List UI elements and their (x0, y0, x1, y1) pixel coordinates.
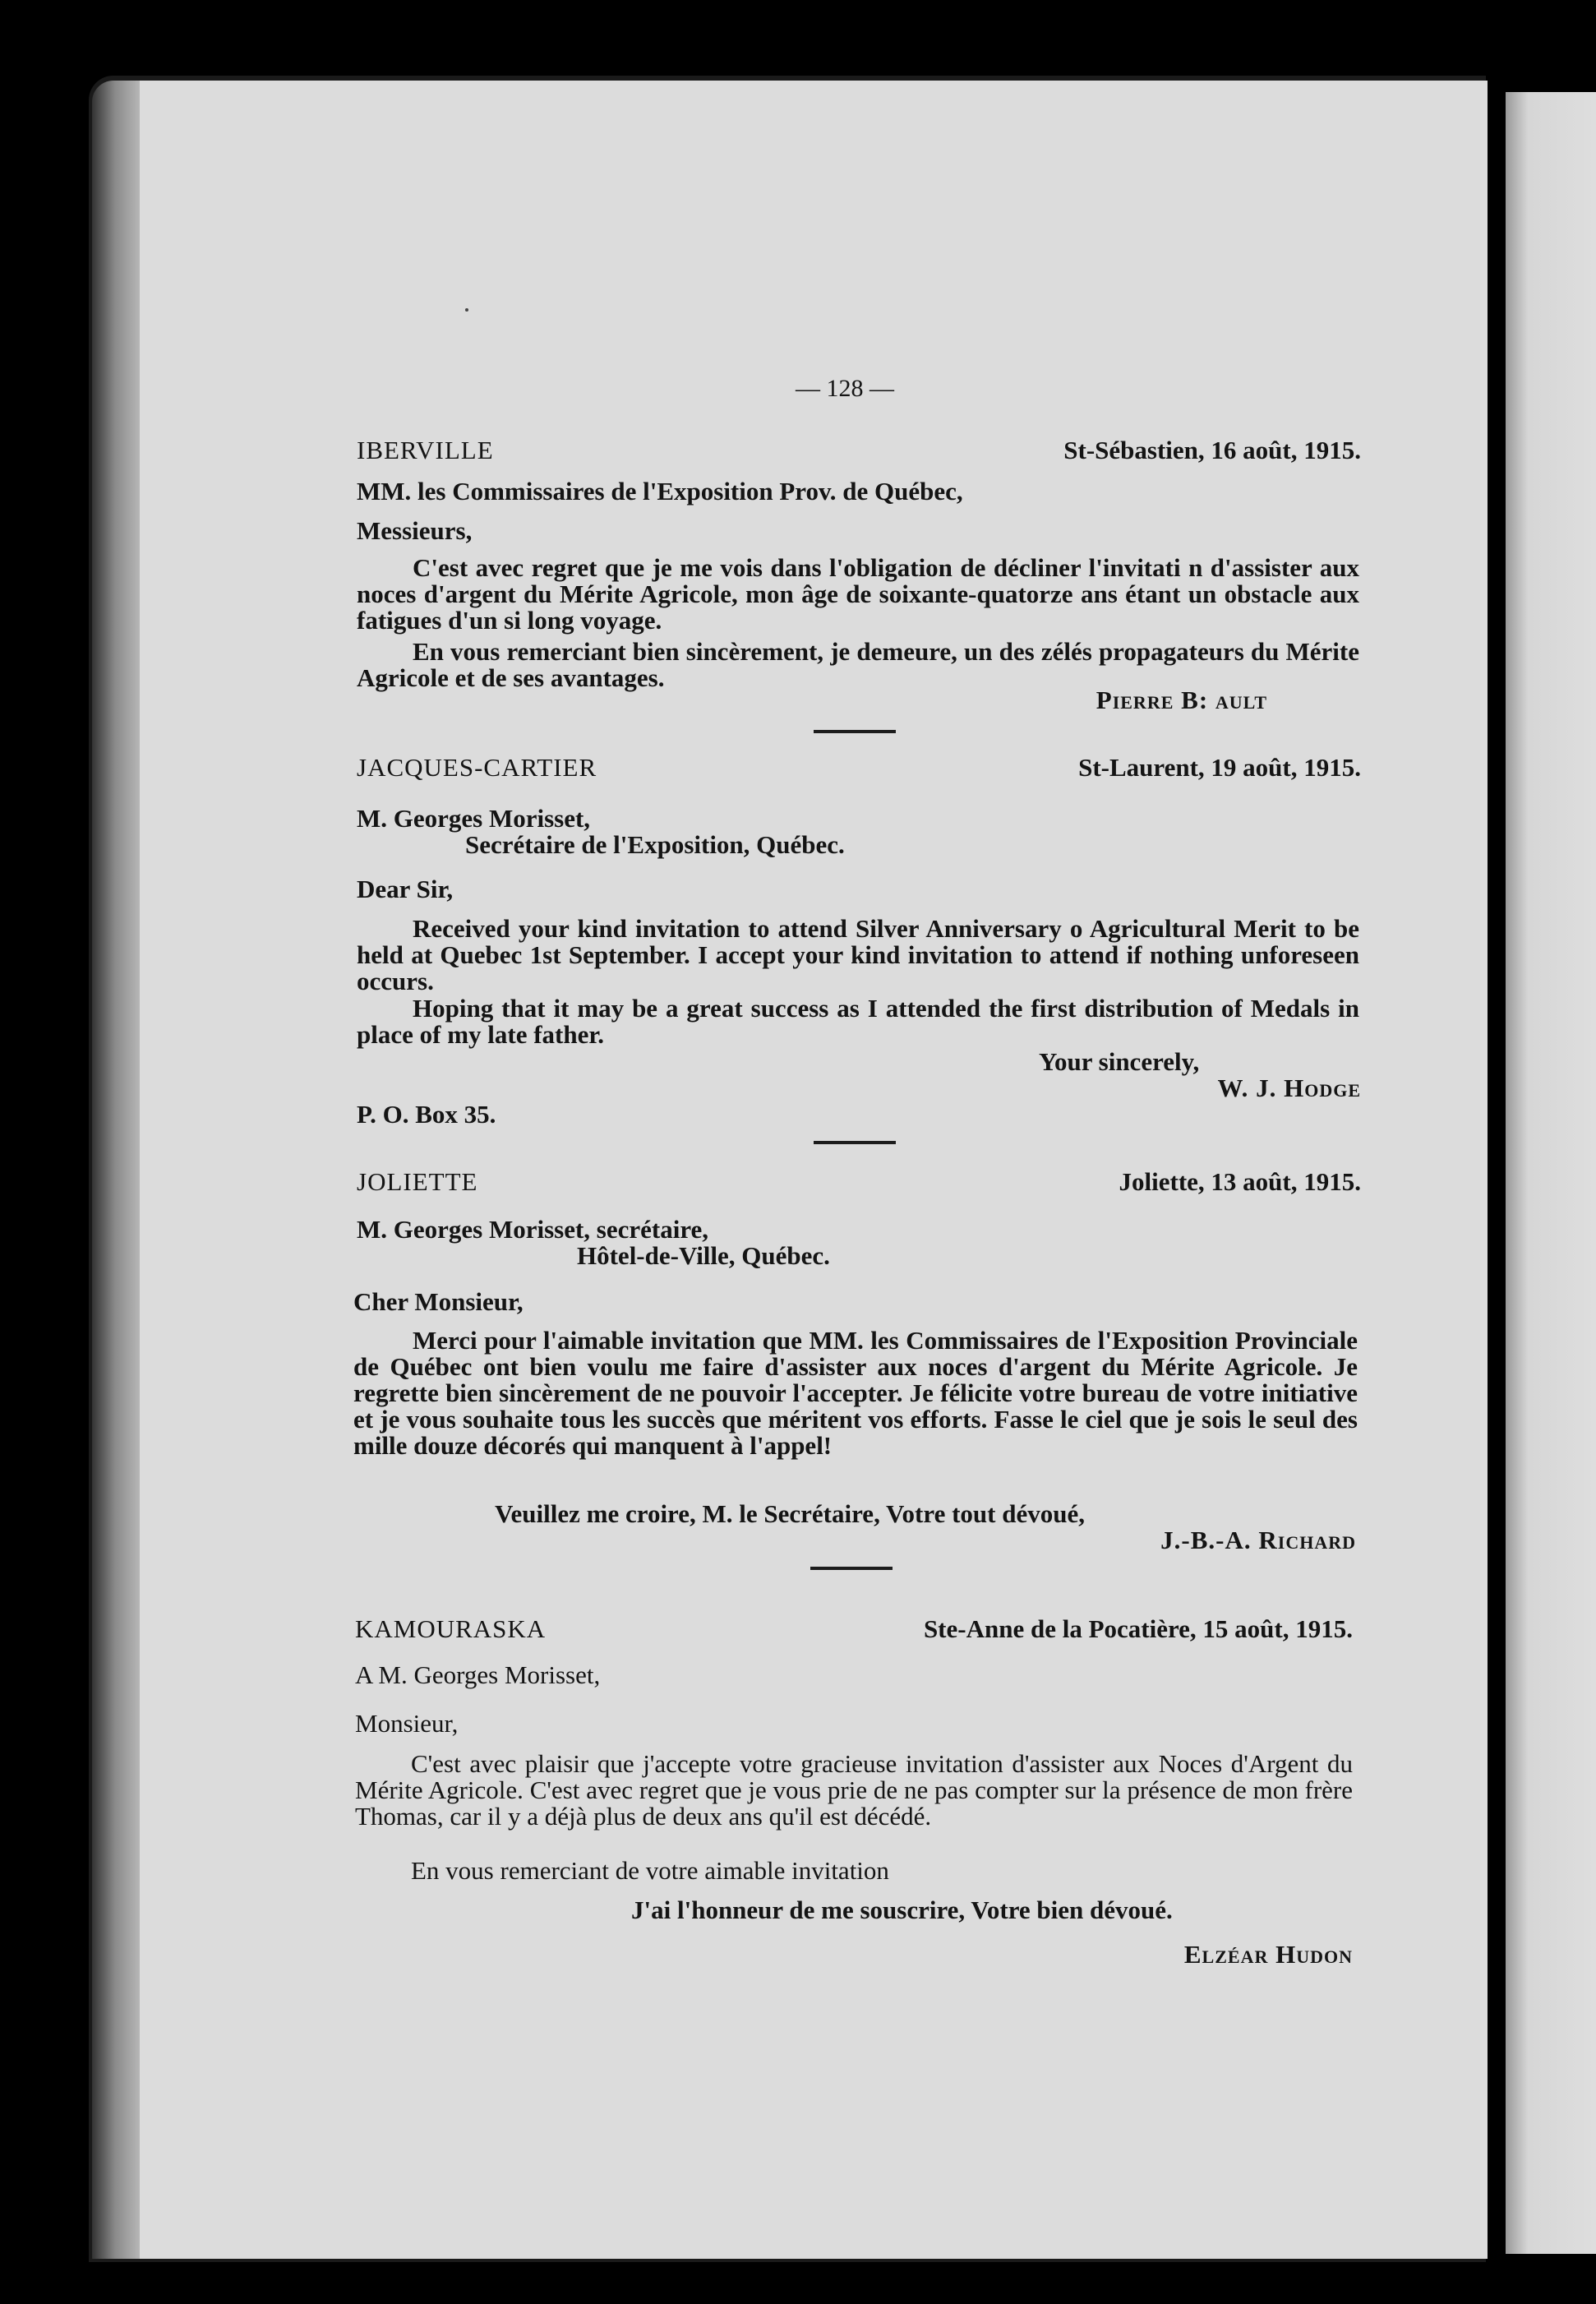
next-page-edge (1506, 92, 1596, 2254)
closing: J'ai l'honneur de me souscrire, Votre bien dévoué. (631, 1895, 1173, 1924)
postscript: P. O. Box 35. (357, 1100, 496, 1129)
place-date: St-Sébastien, 16 août, 1915. (1063, 436, 1361, 464)
letter-paragraph: Hoping that it may be a great success as I attended the first distribution of Medals in place of my late father. (357, 994, 1359, 1049)
signature: Pierre B: ault (1096, 686, 1267, 714)
letter-paragraph: Received your kind invitation to attend Silver Anniversary o Agricultural Merit to be held at Quebec 1st September. I accept your kind invitation to attend if nothing unforeseen occurs. (357, 914, 1359, 995)
page-gutter (1488, 81, 1506, 2259)
salutation: Monsieur, (355, 1709, 459, 1738)
speck (465, 308, 468, 312)
place-date: Ste-Anne de la Pocatière, 15 août, 1915. (923, 1614, 1353, 1643)
county-heading: JOLIETTE (357, 1167, 478, 1196)
signature: Elzéar Hudon (1183, 1940, 1353, 1969)
signature: W. J. Hodge (1217, 1074, 1361, 1102)
county-heading: KAMOURASKA (355, 1614, 547, 1643)
county-heading: IBERVILLE (357, 436, 494, 464)
book-spine (92, 81, 143, 2259)
letter-paragraph: En vous remerciant bien sincèrement, je demeure, un des zélés propagateurs du Mérite Agricole et de ses avantages. (357, 637, 1359, 692)
section-divider (814, 730, 896, 733)
section-divider (810, 1567, 893, 1570)
closing: Veuillez me croire, M. le Secrétaire, Votre tout dévoué, (495, 1499, 1085, 1528)
salutation: Cher Monsieur, (353, 1287, 524, 1316)
addressee: A M. Georges Morisset, (355, 1660, 601, 1689)
salutation: Messieurs, (357, 516, 473, 545)
letter-paragraph: C'est avec regret que je me vois dans l'obligation de décliner l'invitati ⁠n d'assister aux noces d'argent du Mérite Agricole, mon âge de soixante-quatorze ans étant un obstacle aux fatigues d'un si long voyage. (357, 553, 1359, 635)
closing: Your sincerely, (1039, 1047, 1200, 1076)
signature: J.-B.-A. Richard (1160, 1526, 1356, 1554)
page-number: — 128 — (796, 375, 894, 402)
letter-paragraph: En vous remerciant de votre aimable invitation (411, 1856, 889, 1885)
section-divider (814, 1141, 896, 1144)
addressee: MM. les Commissaires de l'Exposition Prov. de Québec, (357, 477, 963, 506)
letter-paragraph: C'est avec plaisir que j'accepte votre gracieuse invitation d'assister aux Noces d'Argent du Mérite Agricole. C'est avec regret que je vous prie de ne pas compter sur la présence de mon frère Thomas, car il y a déjà plus de deux ans qu'il est décédé. (355, 1749, 1353, 1831)
addressee-line: M. Georges Morisset, secrétaire, (357, 1215, 709, 1244)
letter-paragraph: Merci pour l'aimable invitation que MM. les Commissaires de l'Exposition Provinciale de Québec ont bien voulu me faire d'assister aux noces d'argent du Mérite Agricole. Je regrette bien sincèrement de ne pouvoir l'accepter. Je félicite votre bureau de votre initiative et je vous souhaite tous les succès que méritent vos efforts. Fasse le ciel que je sois le seul des mille douze décorés qui manquent à l'appel! (353, 1326, 1358, 1460)
salutation: Dear Sir, (357, 875, 454, 903)
place-date: Joliette, 13 août, 1915. (1119, 1167, 1361, 1196)
addressee-line: Secrétaire de l'Exposition, Québec. (465, 830, 845, 859)
addressee-line: Hôtel-de-Ville, Québec. (577, 1241, 830, 1270)
place-date: St-Laurent, 19 août, 1915. (1078, 753, 1361, 782)
addressee-line: M. Georges Morisset, (357, 804, 591, 833)
county-heading: JACQUES-CARTIER (357, 753, 597, 782)
